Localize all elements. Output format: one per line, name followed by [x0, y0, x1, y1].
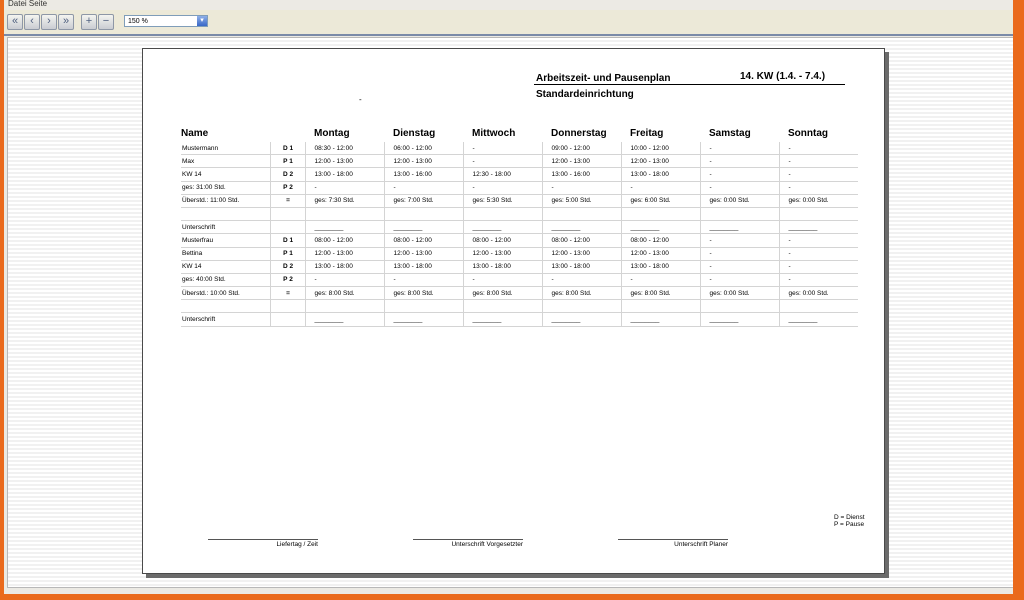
- header-code: [270, 124, 305, 142]
- table-cell: 13:00 - 18:00: [542, 260, 621, 273]
- table-cell: ges: 7:30 Std.: [305, 194, 384, 207]
- table-cell: [463, 207, 542, 220]
- row-name: ges: 31:00 Std.: [181, 181, 270, 194]
- row-code: D 1: [270, 234, 305, 247]
- row-code: D 2: [270, 168, 305, 181]
- table-cell: 13:00 - 16:00: [542, 168, 621, 181]
- row-code: D 1: [270, 142, 305, 155]
- table-cell: ________: [621, 221, 700, 234]
- table-cell: 12:00 - 13:00: [305, 155, 384, 168]
- row-name: Max: [181, 155, 270, 168]
- table-cell: ________: [305, 313, 384, 326]
- table-cell: ges: 8:00 Std.: [463, 287, 542, 300]
- first-page-icon[interactable]: «: [7, 14, 23, 30]
- table-cell: -: [305, 181, 384, 194]
- row-code: [270, 207, 305, 220]
- table-row: [181, 155, 858, 168]
- table-cell: -: [542, 273, 621, 286]
- table-cell: ________: [463, 221, 542, 234]
- table-cell: ges: 7:00 Std.: [384, 194, 463, 207]
- table-cell: -: [542, 181, 621, 194]
- row-name: ges: 40:00 Std.: [181, 273, 270, 286]
- table-cell: -: [779, 168, 858, 181]
- table-cell: 13:00 - 18:00: [621, 260, 700, 273]
- table-cell: 08:00 - 12:00: [305, 234, 384, 247]
- table-cell: -: [700, 181, 779, 194]
- table-cell: [700, 300, 779, 313]
- report-subtitle: Standardeinrichtung: [536, 89, 634, 100]
- row-name: KW 14: [181, 260, 270, 273]
- window-edge: [1013, 0, 1024, 600]
- signature-delivery: [208, 539, 318, 548]
- table-cell: 12:00 - 13:00: [463, 247, 542, 260]
- row-code: D 2: [270, 260, 305, 273]
- table-row: [181, 234, 858, 247]
- table-cell: ges: 5:30 Std.: [463, 194, 542, 207]
- table-cell: -: [463, 181, 542, 194]
- row-code: P 2: [270, 181, 305, 194]
- table-cell: 12:00 - 13:00: [542, 155, 621, 168]
- table-cell: ________: [542, 313, 621, 326]
- table-cell: ges: 8:00 Std.: [305, 287, 384, 300]
- table-cell: -: [700, 168, 779, 181]
- last-page-icon[interactable]: »: [58, 14, 74, 30]
- table-row: [181, 168, 858, 181]
- table-cell: ges: 8:00 Std.: [621, 287, 700, 300]
- table-row: [181, 221, 858, 234]
- table-cell: -: [779, 273, 858, 286]
- row-code: =: [270, 194, 305, 207]
- table-cell: ges: 8:00 Std.: [542, 287, 621, 300]
- row-name: [181, 300, 270, 313]
- legend-pause: P = Pause: [834, 521, 865, 528]
- signature-supervisor: [413, 539, 523, 548]
- table-row: [181, 207, 858, 220]
- table-row: [181, 273, 858, 286]
- signature-label: Unterschrift Planer: [674, 541, 728, 548]
- report-page: [142, 48, 885, 574]
- table-cell: ________: [700, 313, 779, 326]
- table-cell: ges: 5:00 Std.: [542, 194, 621, 207]
- prev-page-icon[interactable]: ‹: [24, 14, 40, 30]
- table-cell: 13:00 - 18:00: [463, 260, 542, 273]
- header-day: Freitag: [630, 127, 664, 139]
- table-row: [181, 260, 858, 273]
- table-row: [181, 313, 858, 326]
- table-cell: -: [779, 234, 858, 247]
- zoom-select[interactable]: [124, 15, 208, 27]
- table-cell: 13:00 - 18:00: [621, 168, 700, 181]
- table-cell: -: [384, 273, 463, 286]
- table-cell: ________: [463, 313, 542, 326]
- table-cell: ges: 8:00 Std.: [384, 287, 463, 300]
- schedule-table: [181, 124, 858, 327]
- table-cell: 13:00 - 18:00: [305, 168, 384, 181]
- row-code: =: [270, 287, 305, 300]
- row-name: Unterschrift: [181, 313, 270, 326]
- header-day: Donnerstag: [551, 127, 607, 139]
- table-cell: 13:00 - 18:00: [384, 260, 463, 273]
- table-cell: -: [700, 234, 779, 247]
- header-day: Mittwoch: [472, 127, 516, 139]
- menu-bar[interactable]: Datei Seite: [8, 0, 48, 8]
- row-name: [181, 207, 270, 220]
- table-cell: -: [779, 155, 858, 168]
- zoom-value: 150 %: [128, 18, 148, 25]
- table-cell: 08:30 - 12:00: [305, 142, 384, 155]
- table-cell: [542, 207, 621, 220]
- table-cell: ________: [700, 221, 779, 234]
- row-code: P 2: [270, 273, 305, 286]
- table-cell: ________: [542, 221, 621, 234]
- table-cell: 06:00 - 12:00: [384, 142, 463, 155]
- table-cell: [779, 207, 858, 220]
- table-row: [181, 142, 858, 155]
- table-cell: 12:00 - 13:00: [305, 247, 384, 260]
- row-code: P 1: [270, 247, 305, 260]
- table-cell: 09:00 - 12:00: [542, 142, 621, 155]
- row-name: Bettina: [181, 247, 270, 260]
- table-cell: -: [700, 260, 779, 273]
- table-cell: 08:00 - 12:00: [384, 234, 463, 247]
- table-row: [181, 287, 858, 300]
- table-cell: -: [621, 181, 700, 194]
- table-cell: [779, 300, 858, 313]
- table-row: [181, 300, 858, 313]
- table-cell: ________: [621, 313, 700, 326]
- row-name: Überstd.: 11:00 Std.: [181, 194, 270, 207]
- table-row: [181, 247, 858, 260]
- app-window: [4, 0, 1018, 594]
- legend-dienst: D = Dienst: [834, 514, 865, 521]
- header-name: Name: [181, 127, 209, 139]
- zoom-in-icon[interactable]: +: [81, 14, 97, 30]
- row-name: Unterschrift: [181, 221, 270, 234]
- table-cell: -: [700, 155, 779, 168]
- table-cell: -: [779, 142, 858, 155]
- table-cell: ________: [384, 221, 463, 234]
- table-row: [181, 181, 858, 194]
- document-viewport[interactable]: [7, 37, 1016, 588]
- table-cell: 08:00 - 12:00: [621, 234, 700, 247]
- table-cell: [542, 300, 621, 313]
- row-name: Mustermann: [181, 142, 270, 155]
- row-name: Überstd.: 10:00 Std.: [181, 287, 270, 300]
- legend: [834, 514, 865, 528]
- chevron-down-icon[interactable]: ▾: [197, 16, 207, 26]
- table-cell: [305, 207, 384, 220]
- row-code: [270, 313, 305, 326]
- table-cell: 08:00 - 12:00: [463, 234, 542, 247]
- header-day: Dienstag: [393, 127, 436, 139]
- signature-label: Liefertag / Zeit: [276, 541, 318, 548]
- table-cell: -: [779, 247, 858, 260]
- table-cell: 13:00 - 16:00: [384, 168, 463, 181]
- table-cell: -: [305, 273, 384, 286]
- report-week: 14. KW (1.4. - 7.4.): [740, 71, 826, 82]
- table-cell: -: [779, 260, 858, 273]
- table-cell: -: [700, 273, 779, 286]
- table-cell: -: [621, 273, 700, 286]
- signature-label: Unterschrift Vorgesetzter: [451, 541, 523, 548]
- header-day: Sonntag: [788, 127, 828, 139]
- zoom-out-icon[interactable]: −: [98, 14, 114, 30]
- row-code: [270, 221, 305, 234]
- table-cell: [384, 207, 463, 220]
- table-cell: [621, 300, 700, 313]
- table-cell: -: [700, 142, 779, 155]
- table-cell: ges: 0:00 Std.: [779, 287, 858, 300]
- table-cell: ________: [779, 313, 858, 326]
- table-cell: ges: 6:00 Std.: [621, 194, 700, 207]
- table-cell: [700, 207, 779, 220]
- row-name: KW 14: [181, 168, 270, 181]
- table-cell: -: [779, 181, 858, 194]
- table-cell: 13:00 - 18:00: [305, 260, 384, 273]
- table-cell: 12:30 - 18:00: [463, 168, 542, 181]
- table-cell: ges: 0:00 Std.: [779, 194, 858, 207]
- table-cell: 10:00 - 12:00: [621, 142, 700, 155]
- table-cell: ges: 0:00 Std.: [700, 194, 779, 207]
- header-day: Samstag: [709, 127, 751, 139]
- row-code: [270, 300, 305, 313]
- table-cell: [463, 300, 542, 313]
- table-cell: -: [463, 155, 542, 168]
- table-cell: 12:00 - 13:00: [384, 247, 463, 260]
- signature-planner: [618, 539, 728, 548]
- next-page-icon[interactable]: ›: [41, 14, 57, 30]
- table-cell: ________: [779, 221, 858, 234]
- toolbar: [4, 10, 1018, 36]
- table-cell: 12:00 - 13:00: [542, 247, 621, 260]
- stray-mark: -: [359, 95, 362, 104]
- table-cell: -: [384, 181, 463, 194]
- table-cell: 12:00 - 13:00: [384, 155, 463, 168]
- report-title: Arbeitszeit- und Pausenplan: [536, 73, 671, 84]
- table-cell: ________: [305, 221, 384, 234]
- row-name: Musterfrau: [181, 234, 270, 247]
- table-cell: [384, 300, 463, 313]
- table-cell: ________: [384, 313, 463, 326]
- header-day: Montag: [314, 127, 350, 139]
- table-cell: [305, 300, 384, 313]
- table-cell: 12:00 - 13:00: [621, 247, 700, 260]
- table-cell: -: [463, 273, 542, 286]
- table-cell: [621, 207, 700, 220]
- table-cell: 08:00 - 12:00: [542, 234, 621, 247]
- table-cell: ges: 0:00 Std.: [700, 287, 779, 300]
- table-cell: -: [700, 247, 779, 260]
- table-cell: -: [463, 142, 542, 155]
- row-code: P 1: [270, 155, 305, 168]
- table-row: [181, 194, 858, 207]
- table-cell: 12:00 - 13:00: [621, 155, 700, 168]
- title-divider: [534, 84, 845, 85]
